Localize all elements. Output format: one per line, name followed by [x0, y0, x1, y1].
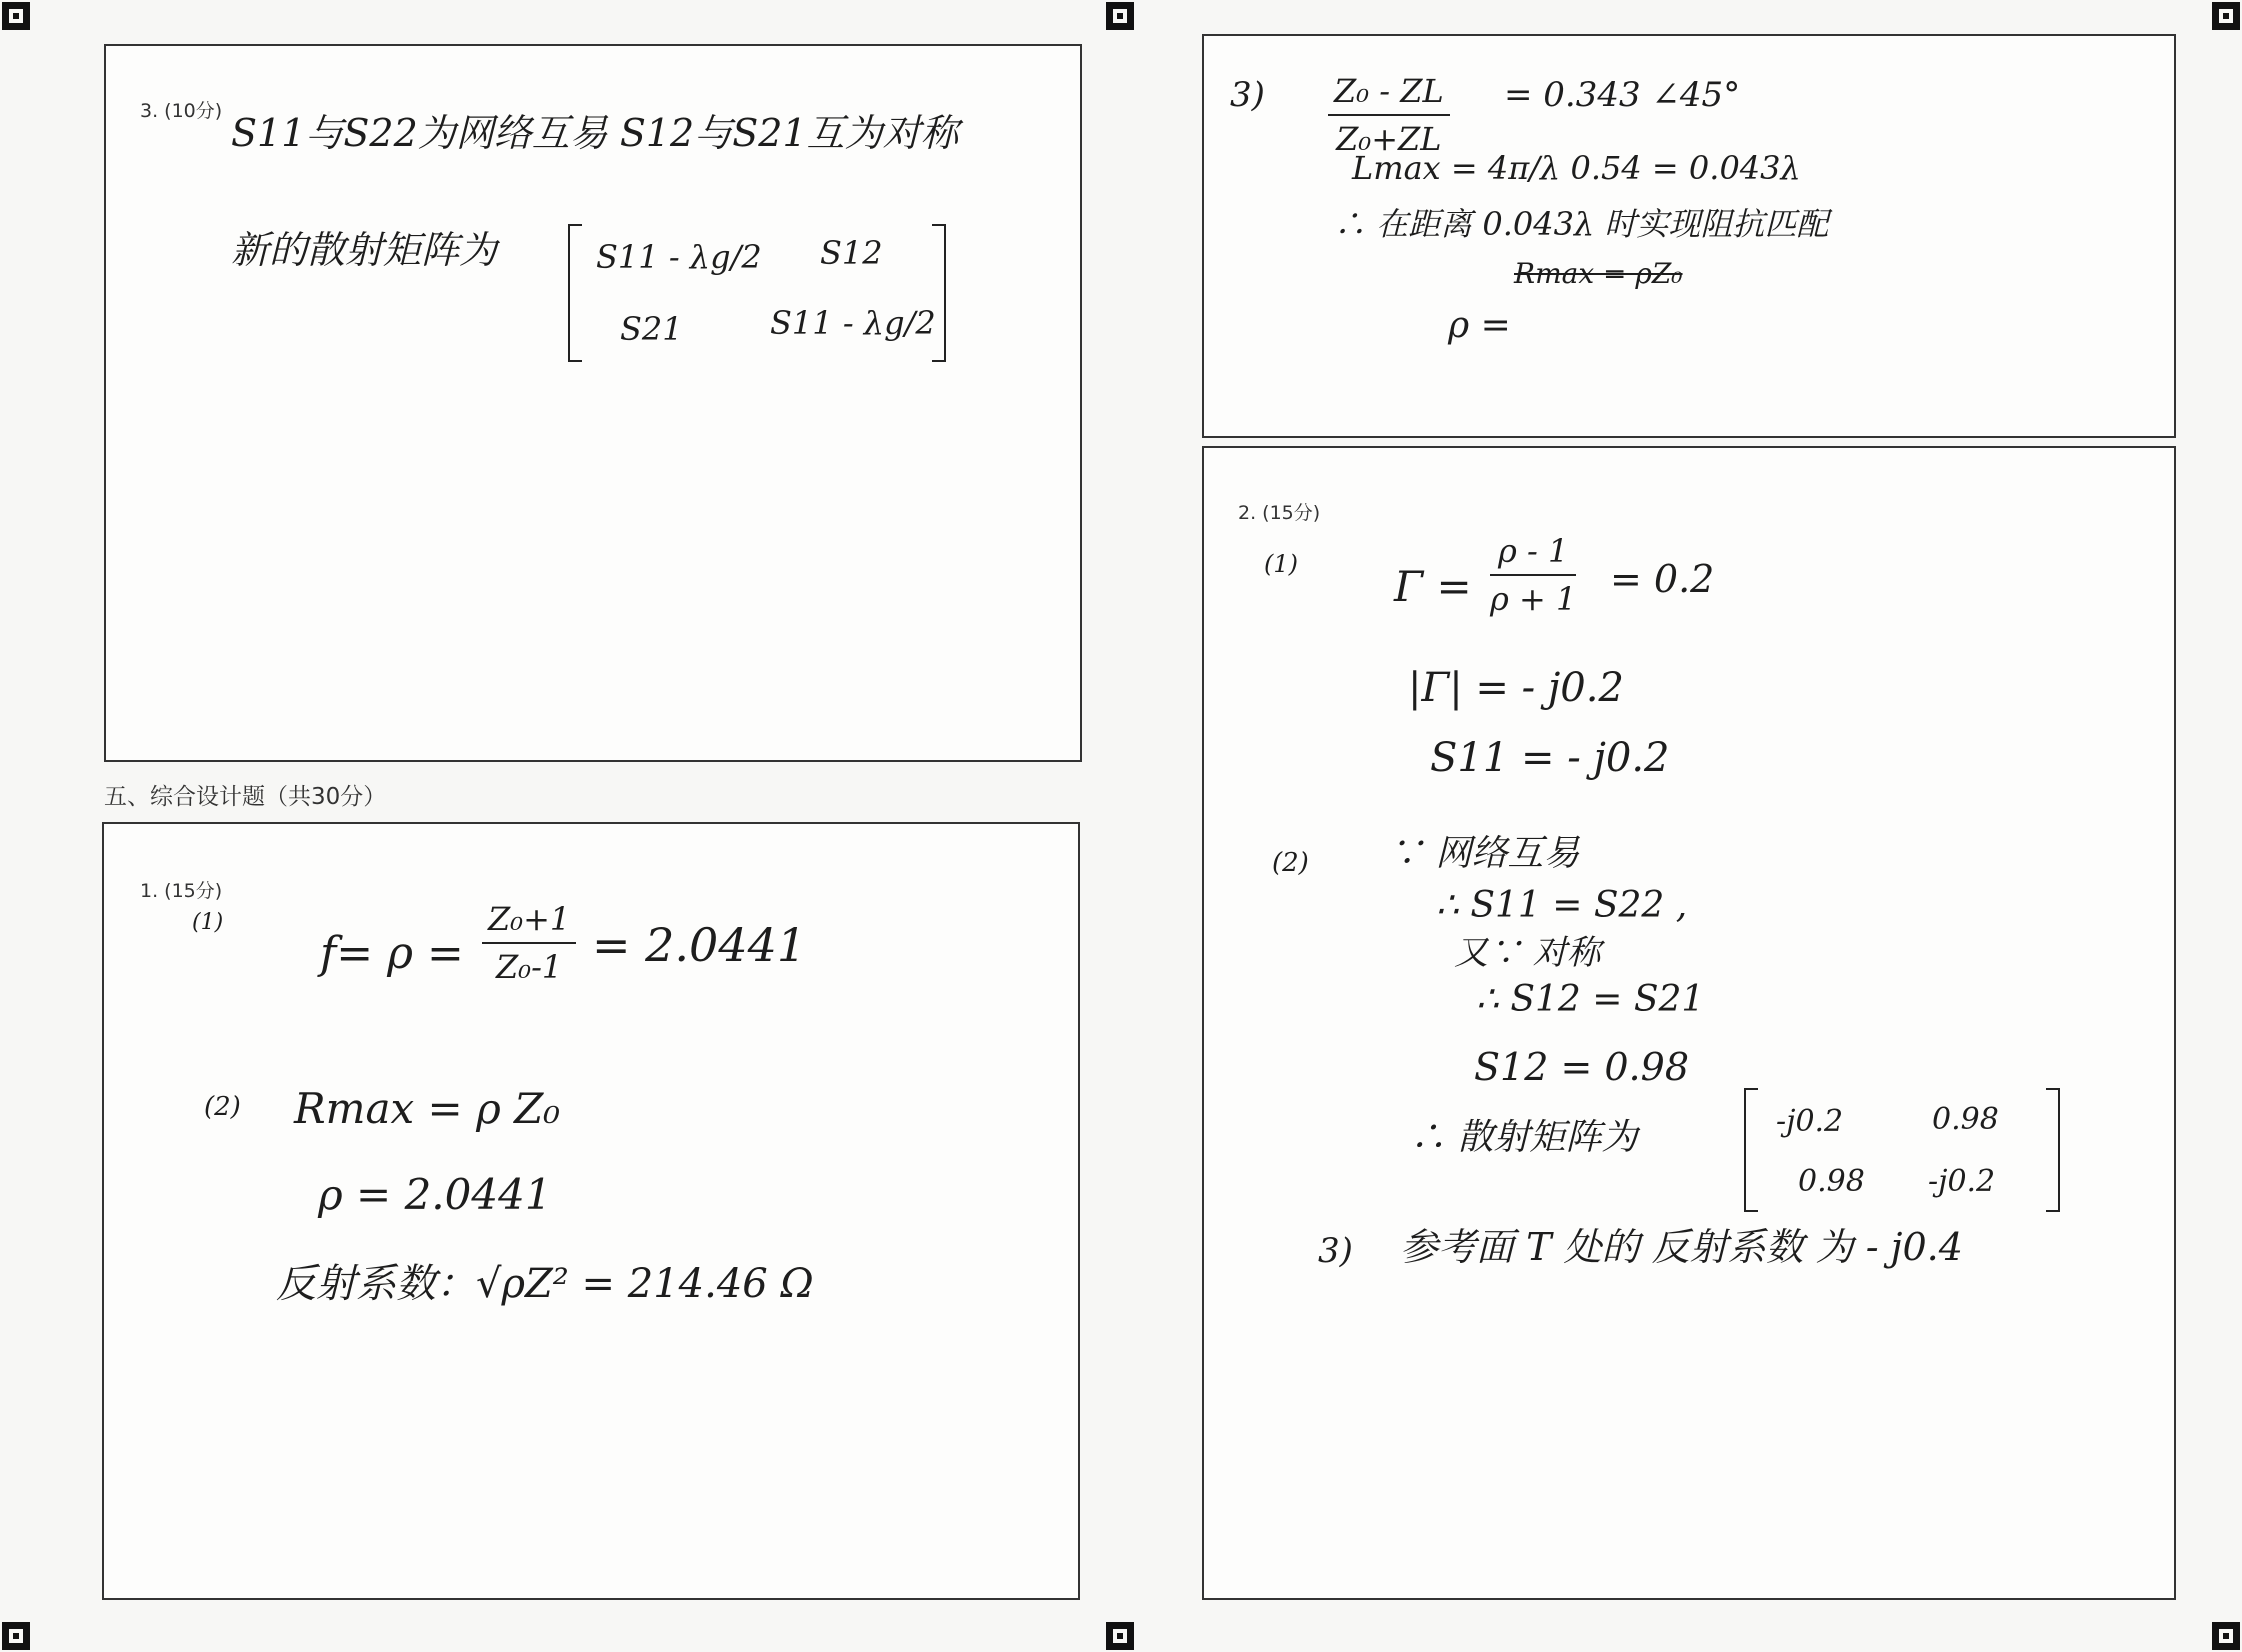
fraction: [1328, 72, 1450, 158]
handwritten-equation: S11 = - j0.2: [1430, 735, 1670, 781]
handwritten-line: 参考面 T 处的 反射系数 为 - j0.4: [1400, 1225, 1963, 1269]
answer-box-q3-right: [1202, 34, 2176, 438]
handwritten-equation: = 0.2: [1610, 557, 1715, 601]
handwritten-equation: f= ρ =: [320, 928, 464, 979]
fraction-numerator: Z₀ - ZL: [1328, 72, 1450, 116]
answer-box-q2: [1202, 446, 2176, 1600]
matrix-cell: -j0.2: [1928, 1164, 1996, 1199]
handwritten-equation: S12 = 0.98: [1474, 1045, 1689, 1089]
fraction-numerator: Z₀+1: [482, 900, 576, 944]
question-label: 3. (10分): [140, 100, 223, 122]
matrix-cell: S11 - λg/2: [770, 304, 936, 342]
registration-marker-top-right: [2212, 2, 2240, 30]
question-label: 2. (15分): [1238, 502, 1321, 524]
handwritten-equation: = 0.343 ∠45°: [1504, 75, 1741, 115]
question-label: 1. (15分): [140, 880, 223, 902]
registration-marker-bottom-center: [1106, 1622, 1134, 1650]
matrix-cell: -j0.2: [1776, 1104, 1844, 1139]
scattering-matrix: [568, 224, 946, 362]
handwritten-equation: ρ = 2.0441: [318, 1170, 552, 1219]
handwritten-equation: |Γ| = - j0.2: [1408, 665, 1624, 711]
handwritten-line: ∵ 网络互易: [1388, 833, 1580, 874]
fraction-denominator: Z₀+ZL: [1336, 120, 1442, 158]
answer-box-q1: [102, 822, 1080, 1600]
handwritten-line: ∴ 在距离 0.043λ 时实现阻抗匹配: [1334, 205, 1829, 243]
matrix-cell: 0.98: [1798, 1164, 1865, 1199]
handwritten-equation: Γ =: [1394, 562, 1472, 611]
part-number: (2): [1272, 848, 1309, 878]
handwritten-equation: ρ =: [1448, 305, 1511, 346]
part-number: 3): [1318, 1231, 1353, 1271]
registration-marker-top-left: [2, 2, 30, 30]
handwritten-equation: Lmax = 4π/λ 0.54 = 0.043λ: [1352, 149, 1801, 187]
handwritten-line: ∴ S12 = S21: [1476, 979, 1705, 1020]
section-heading: 五、综合设计题（共30分）: [104, 784, 387, 810]
fraction: [482, 900, 576, 986]
scattering-matrix: [1744, 1088, 2060, 1212]
handwritten-line: S11与S22为网络互易 S12与S21互为对称: [231, 111, 959, 155]
matrix-cell: S12: [820, 234, 883, 272]
fraction-numerator: ρ - 1: [1490, 532, 1576, 576]
handwritten-line: ∴ 散射矩阵为: [1410, 1117, 1638, 1158]
matrix-cell: S21: [620, 310, 683, 348]
part-number: (1): [192, 910, 224, 935]
matrix-cell: 0.98: [1932, 1102, 1999, 1137]
fraction-denominator: ρ + 1: [1490, 580, 1577, 618]
handwritten-line: 又∵ 对称: [1454, 933, 1601, 973]
handwritten-equation: Rmax = ρ Z₀: [294, 1084, 561, 1133]
registration-marker-bottom-left: [2, 1622, 30, 1650]
matrix-cell: S11 - λg/2: [596, 238, 762, 276]
registration-marker-top-center: [1106, 2, 1134, 30]
fraction-denominator: Z₀-1: [496, 948, 563, 986]
handwritten-equation: = 2.0441: [592, 918, 807, 972]
handwritten-line: 新的散射矩阵为: [231, 228, 498, 272]
part-number: 3): [1230, 75, 1265, 115]
answer-box-q3-left: [104, 44, 1082, 762]
handwritten-equation-struck: Rmax = ρZ₀: [1514, 257, 1683, 290]
registration-marker-bottom-right: [2212, 1622, 2240, 1650]
part-number: (1): [1264, 550, 1298, 578]
handwritten-equation: 反射系数：√ρZ² = 214.46 Ω: [276, 1261, 814, 1307]
fraction: [1490, 532, 1576, 618]
part-number: (2): [204, 1092, 241, 1122]
handwritten-line: ∴ S11 = S22 ,: [1436, 885, 1688, 926]
